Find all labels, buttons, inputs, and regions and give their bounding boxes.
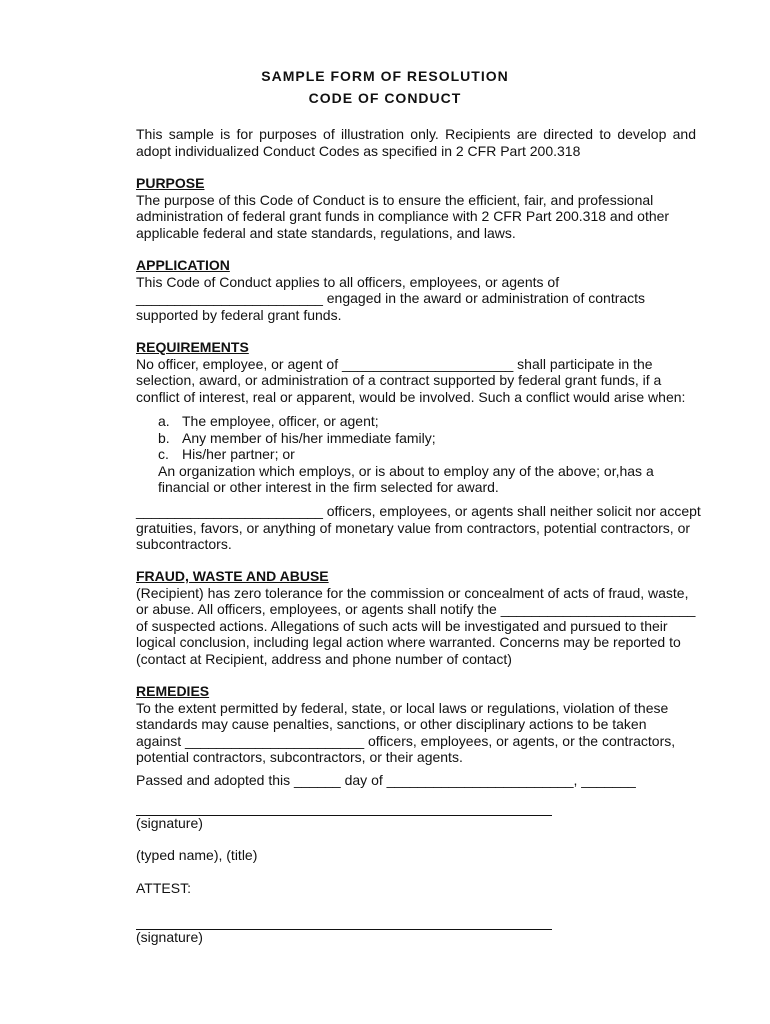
application-line: This Code of Conduct applies to all officers, employees, or agents of: [136, 273, 560, 290]
fraud-section: [136, 568, 696, 667]
list-continuation: financial or other interest in the firm selected for award.: [158, 479, 499, 495]
gratuities-paragraph: [136, 503, 701, 553]
application-line: ________________________ engaged in the award or administration of contracts: [136, 290, 646, 306]
intro-line: This sample is for purposes of illustration only. Recipients are directed to develop and: [136, 126, 696, 142]
fraud-line: or abuse. All officers, employees, or agents shall notify the _________________________: [136, 601, 696, 617]
remedies-line: To the extent permitted by federal, state, or local laws or regulations, violation of these: [136, 699, 669, 716]
fraud-line: (Recipient) has zero tolerance for the commission or concealment of acts of fraud, waste,: [136, 584, 689, 601]
remedies-line: potential contractors, subcontractors, or their agents.: [136, 749, 463, 765]
requirements-line: No officer, employee, or agent of ______________________ shall participate in the: [136, 355, 653, 372]
list-continuation: An organization which employs, or is about to employ any of the above; or,has a: [158, 462, 654, 479]
list-item-text: Any member of his/her immediate family;: [182, 429, 436, 446]
application-heading: APPLICATION: [136, 257, 230, 273]
fraud-line: of suspected actions. Allegations of such acts will be investigated and pursued to their: [136, 617, 668, 634]
purpose-line: administration of federal grant funds in compliance with 2 CFR Part 200.318 and other: [136, 208, 670, 224]
conflict-list: [158, 413, 654, 496]
requirements-section: [136, 339, 696, 405]
list-marker: b.: [158, 429, 170, 446]
document-subtitle: CODE OF CONDUCT: [308, 90, 462, 106]
purpose-line: applicable federal and state standards, regulations, and laws.: [136, 224, 516, 241]
list-item: [158, 413, 654, 430]
requirements-heading: REQUIREMENTS: [136, 339, 249, 355]
remedies-section: [136, 683, 696, 766]
typed-name-label: (typed name), (title): [136, 847, 258, 863]
list-item-text: His/her partner; or: [182, 446, 295, 462]
list-marker: c.: [158, 446, 169, 462]
intro-line: adopt individualized Conduct Codes as specified in 2 CFR Part 200.318: [136, 142, 581, 159]
gratuities-line: ________________________ officers, employees, or agents shall neither solicit nor accept: [136, 503, 701, 519]
attest-label: ATTEST:: [136, 880, 191, 896]
passed-adopted-line: [136, 772, 696, 789]
fraud-line: logical conclusion, including legal action where warranted. Concerns may be reported to: [136, 634, 681, 650]
signature-label: (signature): [136, 815, 203, 831]
list-marker: a.: [158, 413, 170, 429]
gratuities-line: subcontractors.: [136, 536, 232, 552]
intro-paragraph: [136, 126, 696, 159]
list-item: [158, 430, 654, 447]
requirements-line: selection, award, or administration of a contract supported by federal grant funds, if a: [136, 372, 662, 388]
application-section: [136, 257, 696, 323]
application-line: supported by federal grant funds.: [136, 306, 342, 323]
purpose-line: The purpose of this Code of Conduct is to ensure the efficient, fair, and professional: [136, 191, 654, 208]
purpose-heading: PURPOSE: [136, 175, 205, 191]
document-title: SAMPLE FORM OF RESOLUTION: [261, 68, 509, 84]
remedies-line: standards may cause penalties, sanctions, or other disciplinary actions to be taken: [136, 716, 647, 732]
fraud-heading: FRAUD, WASTE AND ABUSE: [136, 568, 329, 584]
fraud-line: (contact at Recipient, address and phone number of contact): [136, 650, 512, 667]
remedies-line: against _______________________ officers, employees, or agents, or the contractors,: [136, 732, 676, 749]
remedies-heading: REMEDIES: [136, 683, 210, 699]
attest-signature-label: (signature): [136, 929, 203, 945]
list-item: [158, 446, 654, 463]
passed-adopted-text: Passed and adopted this ______ day of ________________________, _______: [136, 772, 636, 788]
purpose-section: [136, 175, 696, 241]
list-item-text: The employee, officer, or agent;: [182, 413, 379, 429]
requirements-line: conflict of interest, real or apparent, would be involved. Such a conflict would arise when:: [136, 388, 686, 405]
gratuities-line: gratuities, favors, or anything of monetary value from contractors, potential contractors, or: [136, 519, 691, 536]
